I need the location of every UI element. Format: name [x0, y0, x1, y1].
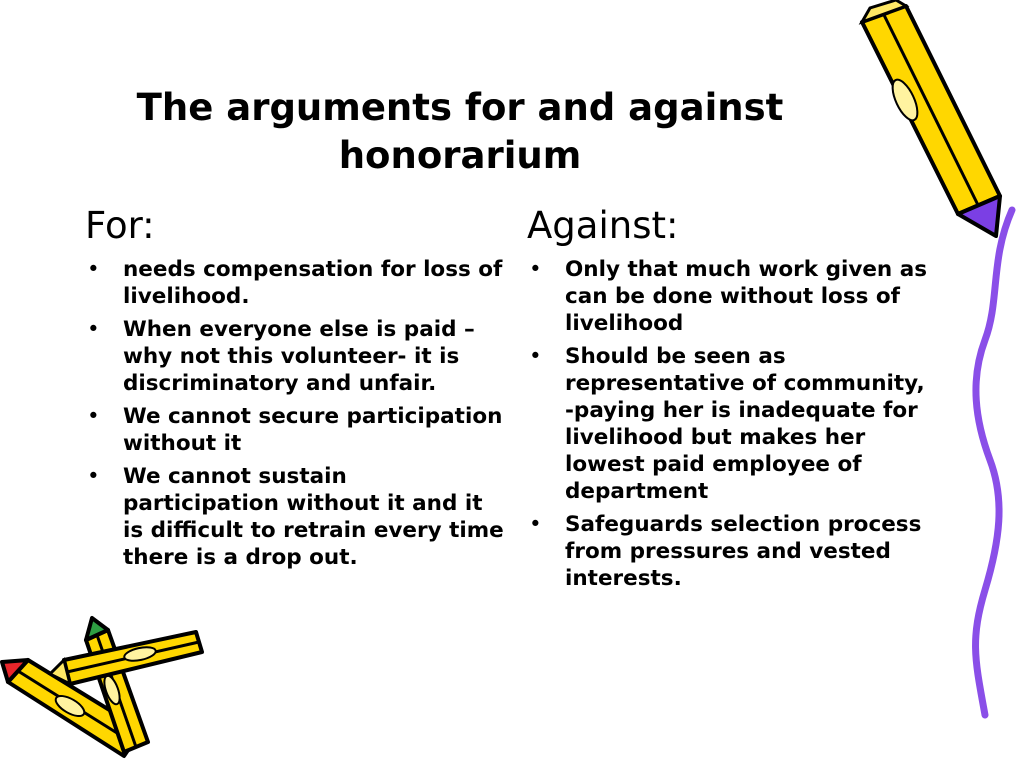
for-heading: For:: [85, 204, 155, 247]
pencil-icon: [862, 0, 1000, 236]
list-item: • needs compensation for loss of livelihood.: [85, 256, 505, 310]
list-item: • Only that much work given as can be done without loss of livelihood: [527, 256, 937, 337]
for-list: [85, 256, 505, 571]
list-item: • We cannot sustain participation without it and it is difficult to retrain every time there is a drop out.: [85, 463, 505, 571]
against-list: [527, 256, 937, 592]
against-column: [527, 204, 937, 598]
list-item: • Should be seen as representative of community, -paying her is inadequate for livelihood but makes her lowest paid employee of department: [527, 343, 937, 505]
for-column: [85, 204, 505, 577]
list-item: • Safeguards selection process from pressures and vested interests.: [527, 511, 937, 592]
slide-title: The arguments for and against honorarium: [136, 86, 784, 178]
against-heading: Against:: [527, 204, 679, 247]
list-item: • When everyone else is paid – why not this volunteer- it is discriminatory and unfair.: [85, 316, 505, 397]
wiggle-line: [976, 210, 1012, 715]
list-item: • We cannot secure participation without it: [85, 403, 505, 457]
